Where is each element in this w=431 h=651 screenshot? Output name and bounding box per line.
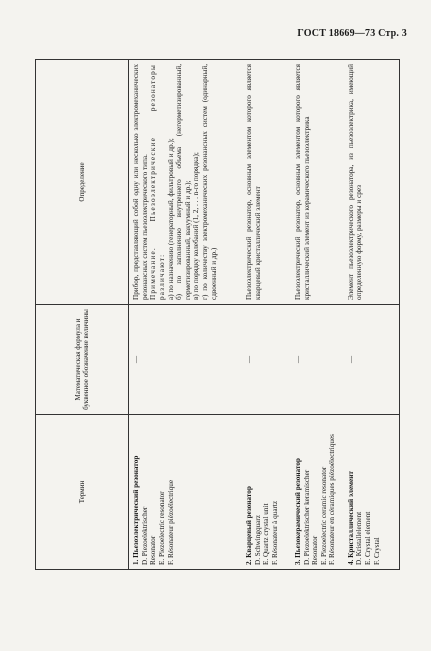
term-translation: E. Piezoelectric resonator	[157, 491, 166, 565]
term-translation: F. Résonateur piézoélectrique	[166, 479, 175, 565]
term-translation: Resonator	[149, 535, 158, 565]
definition-item: б) по заполнению внутреннего объема (негерметизированный, герметизированный, вакуумный и др.);	[175, 64, 192, 300]
term-translation: E. Quartz crystal unit	[262, 503, 271, 565]
table-row	[344, 60, 400, 570]
definition-cell	[344, 60, 400, 305]
definition-cell	[129, 60, 243, 305]
rotated-table-wrapper	[35, 60, 400, 570]
formula-cell	[344, 305, 400, 415]
term-title: 3. Пьезокерамический резонатор	[293, 458, 302, 565]
column-header-definition: Определение	[36, 60, 129, 305]
definition-item: а) по назначению (генераторный, фильтровый и др.);	[166, 138, 175, 300]
term-translation: D. Schwingquarz	[253, 515, 262, 565]
definition-text: Пьезоэлектрический резонатор, основным элементом которого является кварцевый кристаллический элемент	[245, 64, 262, 300]
table-row	[291, 60, 344, 570]
column-header-formula: Математическая формула и буквенное обозначение величины	[36, 305, 129, 415]
definition-cell	[242, 60, 291, 305]
term-translation: D. Piezoelektrischer	[140, 506, 149, 565]
formula-dash: —	[293, 355, 302, 364]
term-cell	[242, 415, 291, 570]
table-header-row	[36, 60, 129, 570]
term-translation: E. Crystal element	[363, 511, 372, 565]
definition-text: Пьезоэлектрический резонатор, основным элементом которого является кристаллический элемент из керамического пьезоэлектрика	[293, 64, 311, 300]
term-translation: D. Piezoelektrischer keramischer	[302, 469, 311, 565]
terms-table	[35, 59, 400, 570]
definition-item: в) по порядку колебаний (1, 2, . . . n-го порядка);	[192, 152, 201, 300]
term-translation: F. Résonateur en céramiques piézoélectriques	[328, 434, 337, 565]
term-title: 4. Кристаллический элемент	[346, 471, 355, 565]
term-translation: Resonator	[311, 535, 320, 565]
formula-dash: —	[132, 355, 140, 364]
definition-note: Примечание. Пьезоэлектрические резонаторы различают:	[149, 64, 166, 300]
term-title: 1. Пьезоэлектрический резонатор	[132, 455, 140, 565]
formula-cell	[242, 305, 291, 415]
formula-cell	[291, 305, 344, 415]
term-translation: E. Piezoelectric ceramic resonator	[319, 466, 328, 565]
column-header-term: Термин	[36, 415, 129, 570]
definition-text: Прибор, представляющий собой одну или несколько электромеханических резонансных систем пьезоэлектрического типа.	[132, 64, 149, 300]
table-row	[242, 60, 291, 570]
standard-number: ГОСТ 18669—73	[297, 28, 376, 39]
term-translation: F. Crystal	[372, 537, 381, 565]
page-number: Стр. 3	[378, 28, 407, 39]
table-row	[129, 60, 243, 570]
term-cell	[129, 415, 243, 570]
term-cell	[344, 415, 400, 570]
formula-dash: —	[245, 355, 254, 364]
page-header	[297, 28, 407, 39]
term-cell	[291, 415, 344, 570]
term-translation: F. Résonateur à quartz	[271, 500, 280, 565]
term-title: 2. Кварцевый резонатор	[245, 486, 254, 565]
definition-item: г) по количеству электромеханических резонансных систем (одинарный, сдвоенный и др.)	[201, 64, 218, 300]
formula-cell	[129, 305, 243, 415]
term-translation: D. Kristallelement	[355, 511, 364, 565]
definition-text: Элемент пьезоэлектрического резонатора, из пьезоэлектрика, имеющий определенную форму, размеры и срез	[346, 64, 364, 300]
formula-dash: —	[346, 355, 355, 364]
definition-cell	[291, 60, 344, 305]
